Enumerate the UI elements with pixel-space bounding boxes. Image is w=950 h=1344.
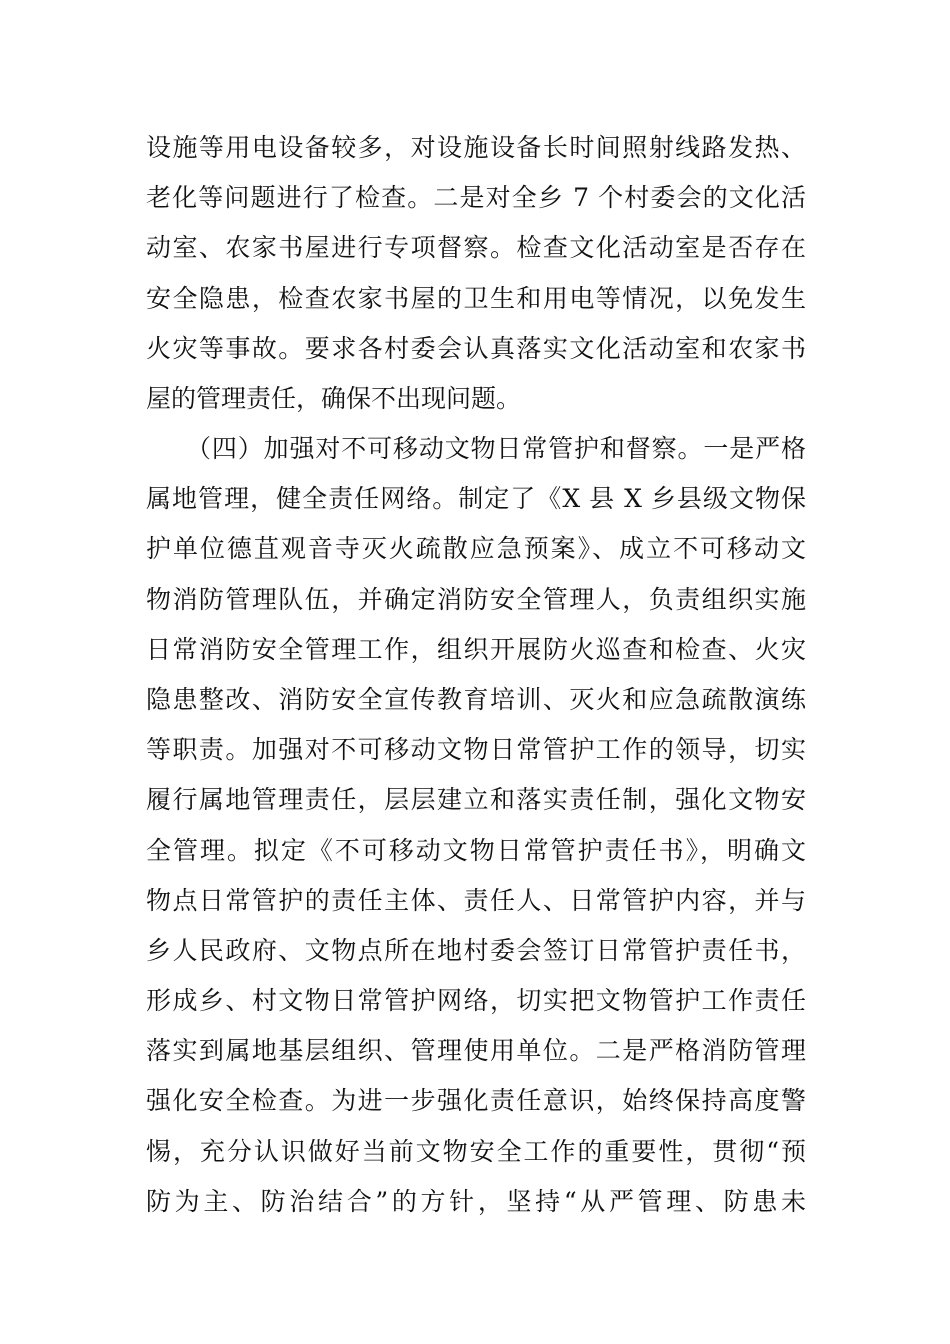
paragraph-line: 乡人民政府、文物点所在地村委会签订日常管护责任书， — [146, 935, 806, 965]
paragraph-line: 惕，充分认识做好当前文物安全工作的重要性，贯彻“预 — [146, 1136, 806, 1166]
paragraph-line: 安全隐患，检查农家书屋的卫生和用电等情况，以免发生 — [146, 283, 806, 313]
paragraph-line: 隐患整改、消防安全宣传教育培训、灭火和应急疏散演练 — [146, 684, 806, 714]
paragraph-line: 防为主、防治结合”的方针，坚持“从严管理、防患未 — [146, 1186, 806, 1216]
paragraph-line: 物点日常管护的责任主体、责任人、日常管护内容，并与 — [146, 885, 806, 915]
paragraph-line: 强化安全检查。为进一步强化责任意识，始终保持高度警 — [146, 1086, 806, 1116]
paragraph-line: 动室、农家书屋进行专项督察。检查文化活动室是否存在 — [146, 233, 806, 263]
paragraph-line: 全管理。拟定《不可移动文物日常管护责任书》，明确文 — [146, 835, 806, 865]
paragraph-line: 履行属地管理责任，层层建立和落实责任制，强化文物安 — [146, 785, 806, 815]
paragraph-line: 日常消防安全管理工作，组织开展防火巡查和检查、火灾 — [146, 634, 806, 664]
paragraph-line: 等职责。加强对不可移动文物日常管护工作的领导，切实 — [146, 735, 806, 765]
paragraph-line: 火灾等事故。要求各村委会认真落实文化活动室和农家书 — [146, 333, 806, 363]
paragraph-section-four — [146, 424, 806, 1227]
paragraph-line: 属地管理，健全责任网络。制定了《X 县 X 乡县级文物保 — [146, 484, 806, 514]
paragraph-line: 落实到属地基层组织、管理使用单位。二是严格消防管理 — [146, 1036, 806, 1066]
paragraph-line: 物消防管理队伍，并确定消防安全管理人，负责组织实施 — [146, 584, 806, 614]
paragraph-line: 设施等用电设备较多，对设施设备长时间照射线路发热、 — [146, 133, 806, 162]
paragraph-line: 形成乡、村文物日常管护网络，切实把文物管护工作责任 — [146, 986, 806, 1016]
paragraph-continuation — [146, 123, 806, 424]
paragraph-line: （四）加强对不可移动文物日常管护和督察。一是严格 — [186, 434, 806, 463]
paragraph-line: 老化等问题进行了检查。二是对全乡 7 个村委会的文化活 — [146, 183, 806, 213]
paragraph-line: 护单位德苴观音寺灭火疏散应急预案》、成立不可移动文 — [146, 534, 806, 564]
paragraph-line: 屋的管理责任，确保不出现问题。 — [146, 383, 522, 413]
